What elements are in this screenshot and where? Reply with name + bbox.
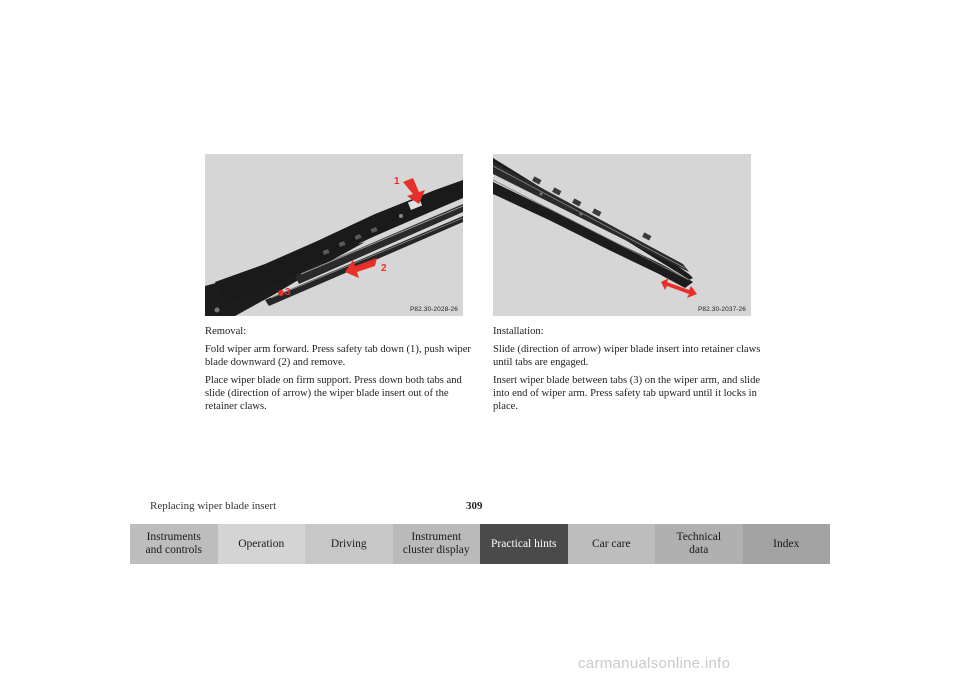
chapter-nav — [130, 524, 830, 564]
figure-code: P82.30-2028-26 — [409, 306, 458, 313]
section-title: Replacing wiper blade insert — [150, 500, 277, 512]
installation-figure — [493, 154, 751, 316]
figure-code: P82.30-2037-26 — [697, 306, 746, 313]
page-number: 309 — [466, 500, 483, 512]
tab-index[interactable]: Index — [743, 524, 831, 564]
callout-3: 3 — [285, 287, 291, 298]
installation-heading: Installation: — [493, 326, 544, 337]
removal-step-1: Fold wiper arm forward. Press safety tab down (1), push wiper blade downward (2) and remove. — [205, 344, 471, 368]
tab-driving[interactable]: Driving — [305, 524, 393, 564]
tab-technical-data[interactable]: Technical data — [655, 524, 743, 564]
wiper-installation-illustration — [493, 154, 751, 316]
removal-text — [205, 325, 473, 418]
installation-step-2: Insert wiper blade between tabs (3) on the wiper arm, and slide into end of wiper arm. Press safety tab upward until it locks in place. — [493, 375, 761, 412]
removal-figure — [205, 154, 463, 316]
tab-operation[interactable]: Operation — [218, 524, 306, 564]
removal-heading: Removal: — [205, 326, 247, 337]
tab-instruments-and-controls[interactable]: Instruments and controls — [130, 524, 218, 564]
tab-instrument-cluster-display[interactable]: Instrument cluster display — [393, 524, 481, 564]
installation-step-1: Slide (direction of arrow) wiper blade insert into retainer claws until tabs are engaged. — [493, 344, 761, 368]
wiper-removal-illustration — [205, 154, 463, 316]
removal-step-2: Place wiper blade on firm support. Press down both tabs and slide (direction of arrow) the wiper blade insert out of the retainer claws. — [205, 375, 462, 412]
callout-1: 1 — [394, 176, 400, 187]
callout-2: 2 — [381, 263, 387, 274]
tab-practical-hints[interactable]: Practical hints — [480, 524, 568, 564]
installation-text — [493, 325, 761, 418]
watermark: carmanualsonline.info — [578, 655, 731, 672]
tab-car-care[interactable]: Car care — [568, 524, 656, 564]
